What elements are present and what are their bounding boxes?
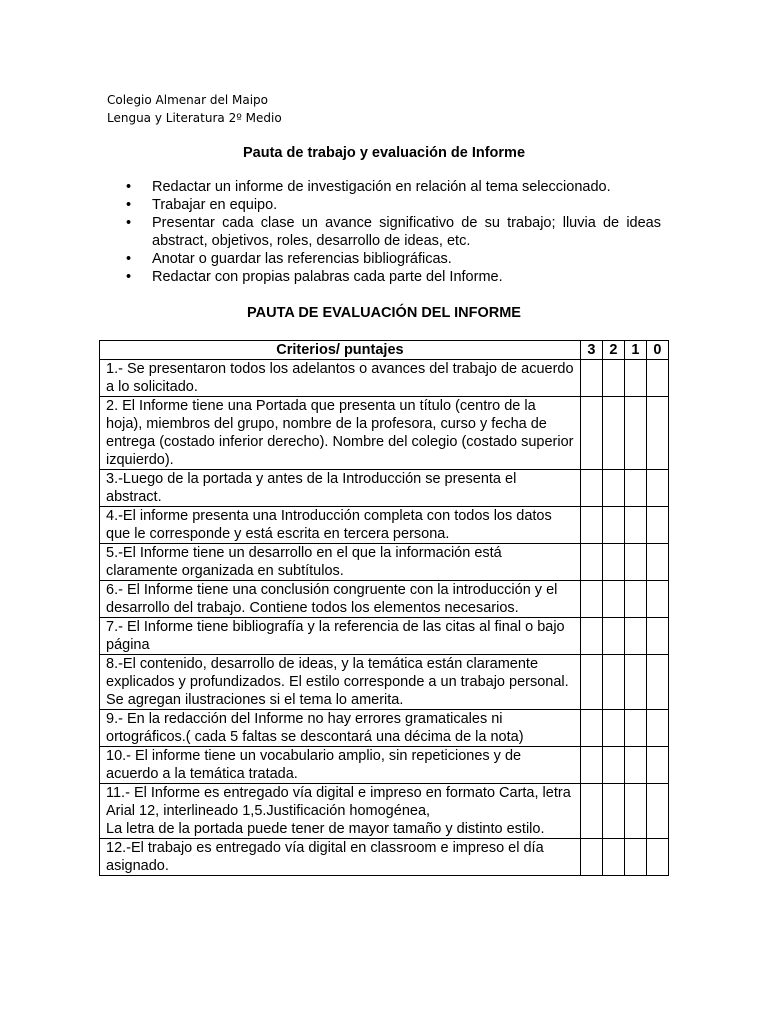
score-cell[interactable] [580,839,602,876]
score-cell[interactable] [602,618,624,655]
table-row [100,747,669,784]
list-item: • Anotar o guardar las referencias bibliográficas. [126,251,452,267]
table-header-row [100,341,669,360]
score-cell[interactable] [580,710,602,747]
score-cell[interactable] [646,360,668,397]
score-cell[interactable] [580,360,602,397]
table-row [100,784,669,839]
criterion-text: 8.-El contenido, desarrollo de ideas, y la temática están claramente explicados y profundizados. El estilo corresponde a un trabajo personal. Se agregan ilustraciones si el tema lo amerita. [100,655,581,710]
score-cell[interactable] [624,397,646,470]
score-cell[interactable] [580,507,602,544]
table-row [100,544,669,581]
criterion-text: 2. El Informe tiene una Portada que presenta un título (centro de la hoja), miembros del grupo, nombre de la profesora, curso y fecha de entrega (costado inferior derecho). Nombre del colegio (costado superior izquierdo). [100,397,581,470]
score-cell[interactable] [602,360,624,397]
score-cell[interactable] [602,784,624,839]
score-cell[interactable] [580,470,602,507]
criterion-text: 5.-El Informe tiene un desarrollo en el que la información está claramente organizada en subtítulos. [100,544,581,581]
score-cell[interactable] [580,655,602,710]
score-cell[interactable] [646,784,668,839]
score-cell[interactable] [580,618,602,655]
school-name: Colegio Almenar del Maipo [107,93,269,107]
score-cell[interactable] [624,618,646,655]
score-cell[interactable] [646,618,668,655]
criterion-text: 11.- El Informe es entregado vía digital e impreso en formato Carta, letra Arial 12, interlineado 1,5.Justificación homogénea, La letra de la portada puede tener de mayor tamaño y distinto estilo. [100,784,581,839]
score-header: 3 [580,341,602,360]
score-cell[interactable] [580,581,602,618]
table-row [100,470,669,507]
score-cell[interactable] [624,507,646,544]
rubric-table [99,340,669,876]
table-row [100,507,669,544]
score-cell[interactable] [602,581,624,618]
score-cell[interactable] [624,360,646,397]
criterion-text: 1.- Se presentaron todos los adelantos o avances del trabajo de acuerdo a lo solicitado. [100,360,581,397]
score-cell[interactable] [646,544,668,581]
table-row [100,710,669,747]
score-cell[interactable] [602,655,624,710]
criterion-text: 3.-Luego de la portada y antes de la Introducción se presenta el abstract. [100,470,581,507]
score-cell[interactable] [580,544,602,581]
criterion-text: 12.-El trabajo es entregado vía digital en classroom e impreso el día asignado. [100,839,581,876]
criterion-text: 7.- El Informe tiene bibliografía y la referencia de las citas al final o bajo página [100,618,581,655]
score-cell[interactable] [624,839,646,876]
list-item: • Redactar con propias palabras cada parte del Informe. [126,269,503,285]
bullet-icon: • [126,197,132,213]
school-header [107,91,282,127]
bullet-icon: • [126,269,132,285]
table-row [100,360,669,397]
list-item: • Trabajar en equipo. [126,197,278,213]
table-row [100,397,669,470]
score-cell[interactable] [646,397,668,470]
instructions-list [126,178,661,286]
score-cell[interactable] [624,544,646,581]
criterion-text: 4.-El informe presenta una Introducción completa con todos los datos que le corresponde y está escrita en tercera persona. [100,507,581,544]
list-item: • Redactar un informe de investigación en relación al tema seleccionado. [126,179,611,195]
score-cell[interactable] [602,710,624,747]
score-cell[interactable] [602,397,624,470]
document-title: Pauta de trabajo y evaluación de Informe [242,145,526,161]
criterion-text: 9.- En la redacción del Informe no hay errores gramaticales ni ortográficos.( cada 5 faltas se descontará una décima de la nota) [100,710,581,747]
score-cell[interactable] [646,710,668,747]
table-row [100,655,669,710]
score-header: 0 [646,341,668,360]
criterion-text: 6.- El Informe tiene una conclusión congruente con la introducción y el desarrollo del trabajo. Contiene todos los elementos necesarios. [100,581,581,618]
score-cell[interactable] [602,507,624,544]
bullet-icon: • [126,251,132,267]
course-name: Lengua y Literatura 2º Medio [107,111,282,125]
score-cell[interactable] [646,470,668,507]
score-cell[interactable] [624,747,646,784]
score-header: 1 [624,341,646,360]
score-cell[interactable] [580,747,602,784]
list-item: • Presentar cada clase un avance significativo de su trabajo; lluvia de ideas abstract, objetivos, roles, desarrollo de ideas, etc. [126,215,661,249]
score-cell[interactable] [580,784,602,839]
score-cell[interactable] [624,710,646,747]
table-row [100,839,669,876]
score-cell[interactable] [624,470,646,507]
score-header: 2 [602,341,624,360]
bullet-icon: • [126,179,132,195]
score-cell[interactable] [646,655,668,710]
criterion-text: 10.- El informe tiene un vocabulario amplio, sin repeticiones y de acuerdo a la temática tratada. [100,747,581,784]
score-cell[interactable] [646,839,668,876]
score-cell[interactable] [624,784,646,839]
table-row [100,581,669,618]
score-cell[interactable] [602,839,624,876]
score-cell[interactable] [624,655,646,710]
rubric-title: PAUTA DE EVALUACIÓN DEL INFORME [247,305,521,321]
score-cell[interactable] [646,747,668,784]
table-row [100,618,669,655]
score-cell[interactable] [602,747,624,784]
criteria-header: Criterios/ puntajes [100,341,581,360]
score-cell[interactable] [580,397,602,470]
score-cell[interactable] [624,581,646,618]
score-cell[interactable] [646,507,668,544]
score-cell[interactable] [602,544,624,581]
bullet-icon: • [126,215,132,231]
score-cell[interactable] [602,470,624,507]
score-cell[interactable] [646,581,668,618]
